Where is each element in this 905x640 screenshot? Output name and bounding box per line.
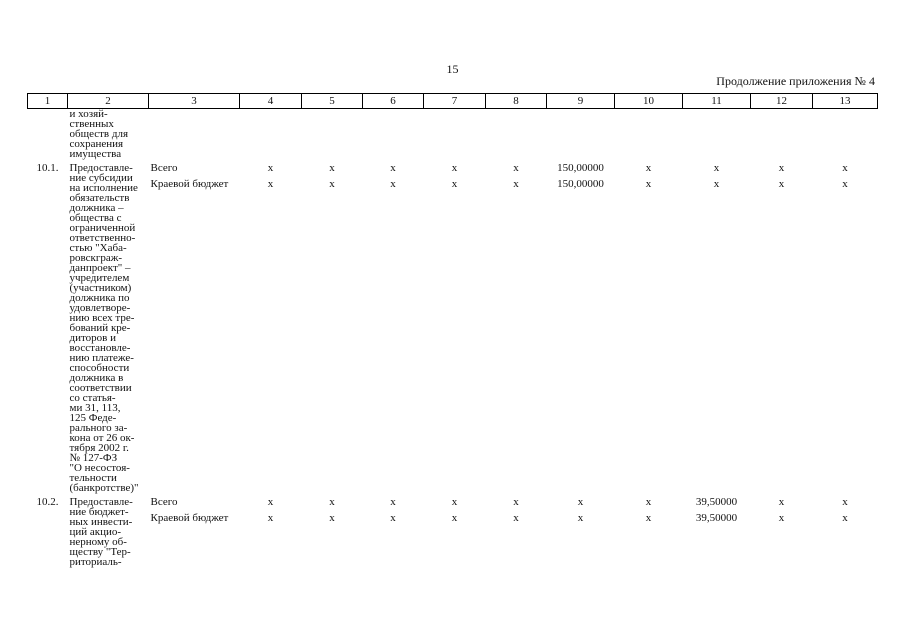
value-cell: х х	[713, 162, 720, 190]
column-header: 2	[68, 94, 149, 109]
column-header: 6	[363, 94, 424, 109]
value-cell: х х	[451, 162, 458, 190]
column-header: 10	[615, 94, 683, 109]
column-header: 3	[149, 94, 240, 109]
funding-source-list	[149, 163, 240, 493]
value-cell: 150,00000 150,00000	[557, 162, 604, 190]
value-cell: х х	[390, 496, 396, 524]
column-header: 11	[683, 94, 751, 109]
value-cell: х х	[513, 162, 519, 190]
table-row	[28, 109, 878, 160]
column-header: 8	[486, 94, 547, 109]
value-cell: х х	[778, 162, 785, 190]
funding-source-regional: Краевой бюджет	[150, 178, 229, 190]
column-header: 7	[424, 94, 486, 109]
value-cell: х х	[451, 496, 458, 524]
funding-source-list	[149, 497, 240, 567]
value-cell: х х	[329, 496, 335, 524]
value-cell: х х	[329, 162, 335, 190]
funding-source-total: Всего	[150, 162, 178, 174]
value-cell: 39,50000 39,50000	[695, 496, 738, 524]
item-number: 10.2.	[36, 496, 59, 508]
value-cell: х х	[842, 496, 848, 524]
budget-table	[27, 93, 878, 567]
value-cell: х х	[267, 162, 274, 190]
item-description: Предоставле- ние бюджет- ных инвести- ций акцио- нерному об- ществу "Тер- риториаль-	[69, 496, 133, 568]
table-row	[28, 163, 878, 493]
column-header: 1	[28, 94, 68, 109]
column-header: 5	[302, 94, 363, 109]
column-header: 13	[813, 94, 878, 109]
appendix-continuation-label: Продолжение приложения № 4	[716, 74, 875, 88]
value-cell: х х	[390, 162, 396, 190]
column-header: 9	[547, 94, 615, 109]
value-cell: х х	[645, 162, 652, 190]
column-number-header-row	[28, 94, 878, 109]
page-number: 15	[446, 62, 459, 76]
column-header: 4	[240, 94, 302, 109]
funding-source-total: Всего	[150, 496, 178, 508]
table-row	[28, 497, 878, 567]
item-description: и хозяй- ственных обществ для сохранения имущества	[69, 108, 129, 160]
value-cell: х х	[267, 496, 274, 524]
column-header: 12	[751, 94, 813, 109]
item-number	[28, 109, 68, 160]
value-cell: х х	[513, 496, 519, 524]
value-cell: х х	[577, 496, 584, 524]
item-number: 10.1.	[36, 162, 59, 174]
value-cell: х х	[778, 496, 785, 524]
item-description: Предоставле- ние субсидии на исполнение обязательств должника – общества с ограниченной ответственно- стью "Хаба- ровскграж- данпроект" – учредителем (участником) должника по удовлетворе- нию всех тре- бований кре- диторов и восстановле- нию платеже- способности должника в соответствии со статья- ми 31, 113, 125 Феде- рального за- кона от 26 ок- тября 2002 г. № 127-ФЗ "О несостоя- тельности (банкротстве)"	[69, 162, 139, 494]
funding-source-regional: Краевой бюджет	[150, 512, 229, 524]
value-cell: х х	[842, 162, 848, 190]
value-cell: х х	[645, 496, 652, 524]
